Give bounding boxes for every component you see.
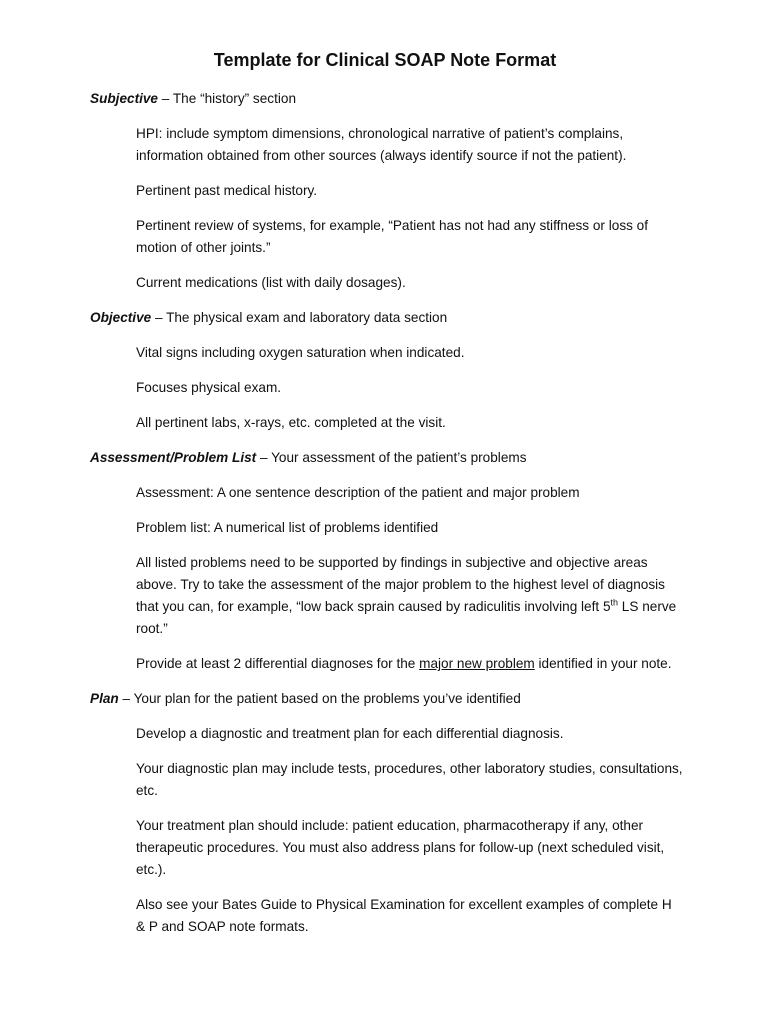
document-body <box>90 88 690 938</box>
assessment-item4-pre: Provide at least 2 differential diagnoses for the <box>136 656 420 671</box>
objective-item-labs: All pertinent labs, x-rays, etc. completed at the visit. <box>136 415 446 430</box>
subjective-term: Subjective <box>90 91 158 106</box>
assessment-item3-end: LS nerve root.” <box>136 599 677 636</box>
assessment-item-supported-findings <box>136 552 684 640</box>
objective-term: Objective <box>90 310 152 325</box>
subjective-heading <box>90 88 690 110</box>
plan-term: Plan <box>90 691 119 706</box>
plan-item-treatment: Your treatment plan should include: patient education, pharmacotherapy if any, other therapeutic procedures. You must also address plans for follow-up (next scheduled visit, etc.). <box>136 818 665 877</box>
assessment-description: – Your assessment of the patient’s problems <box>256 450 527 465</box>
subjective-item-pmh: Pertinent past medical history. <box>136 183 318 198</box>
subjective-item-medications: Current medications (list with daily dosages). <box>136 275 406 290</box>
assessment-item-assessment: Assessment: A one sentence description of the patient and major problem <box>136 485 580 500</box>
assessment-item4-post: identified in your note. <box>534 656 672 671</box>
assessment-term: Assessment/Problem List <box>90 450 257 465</box>
plan-item-develop: Develop a diagnostic and treatment plan for each differential diagnosis. <box>136 726 564 741</box>
document-title: Template for Clinical SOAP Note Format <box>213 50 557 70</box>
objective-item-vitals: Vital signs including oxygen saturation when indicated. <box>136 345 465 360</box>
subjective-item-hpi: HPI: include symptom dimensions, chronological narrative of patient’s complains, information obtained from other sources (always identify source if not the patient). <box>136 126 627 163</box>
assessment-heading <box>90 447 690 469</box>
plan-item-bates: Also see your Bates Guide to Physical Examination for excellent examples of complete H & P and SOAP note formats. <box>136 897 672 934</box>
plan-heading <box>90 688 690 710</box>
assessment-item-differential <box>136 653 684 675</box>
plan-item-diagnostic: Your diagnostic plan may include tests, procedures, other laboratory studies, consultations, etc. <box>136 761 683 798</box>
objective-heading <box>90 307 690 329</box>
major-new-problem-underline: major new problem <box>419 656 535 671</box>
objective-description: – The physical exam and laboratory data section <box>151 310 448 325</box>
subjective-item-ros: Pertinent review of systems, for example, “Patient has not had any stiffness or loss of motion of other joints.” <box>136 218 649 255</box>
subjective-description: – The “history” section <box>158 91 297 106</box>
superscript-th: th <box>610 597 619 608</box>
assessment-item-problem-list: Problem list: A numerical list of problems identified <box>136 520 439 535</box>
plan-description: – Your plan for the patient based on the problems you’ve identified <box>118 691 521 706</box>
objective-item-exam: Focuses physical exam. <box>136 380 282 395</box>
assessment-item3-text: All listed problems need to be supported by findings in subjective and objective areas above. Try to take the assessment of the major problem to the highest level of diagnosis that you can, for example, “low back sprain caused by radiculitis involving left 5 <box>136 555 665 614</box>
